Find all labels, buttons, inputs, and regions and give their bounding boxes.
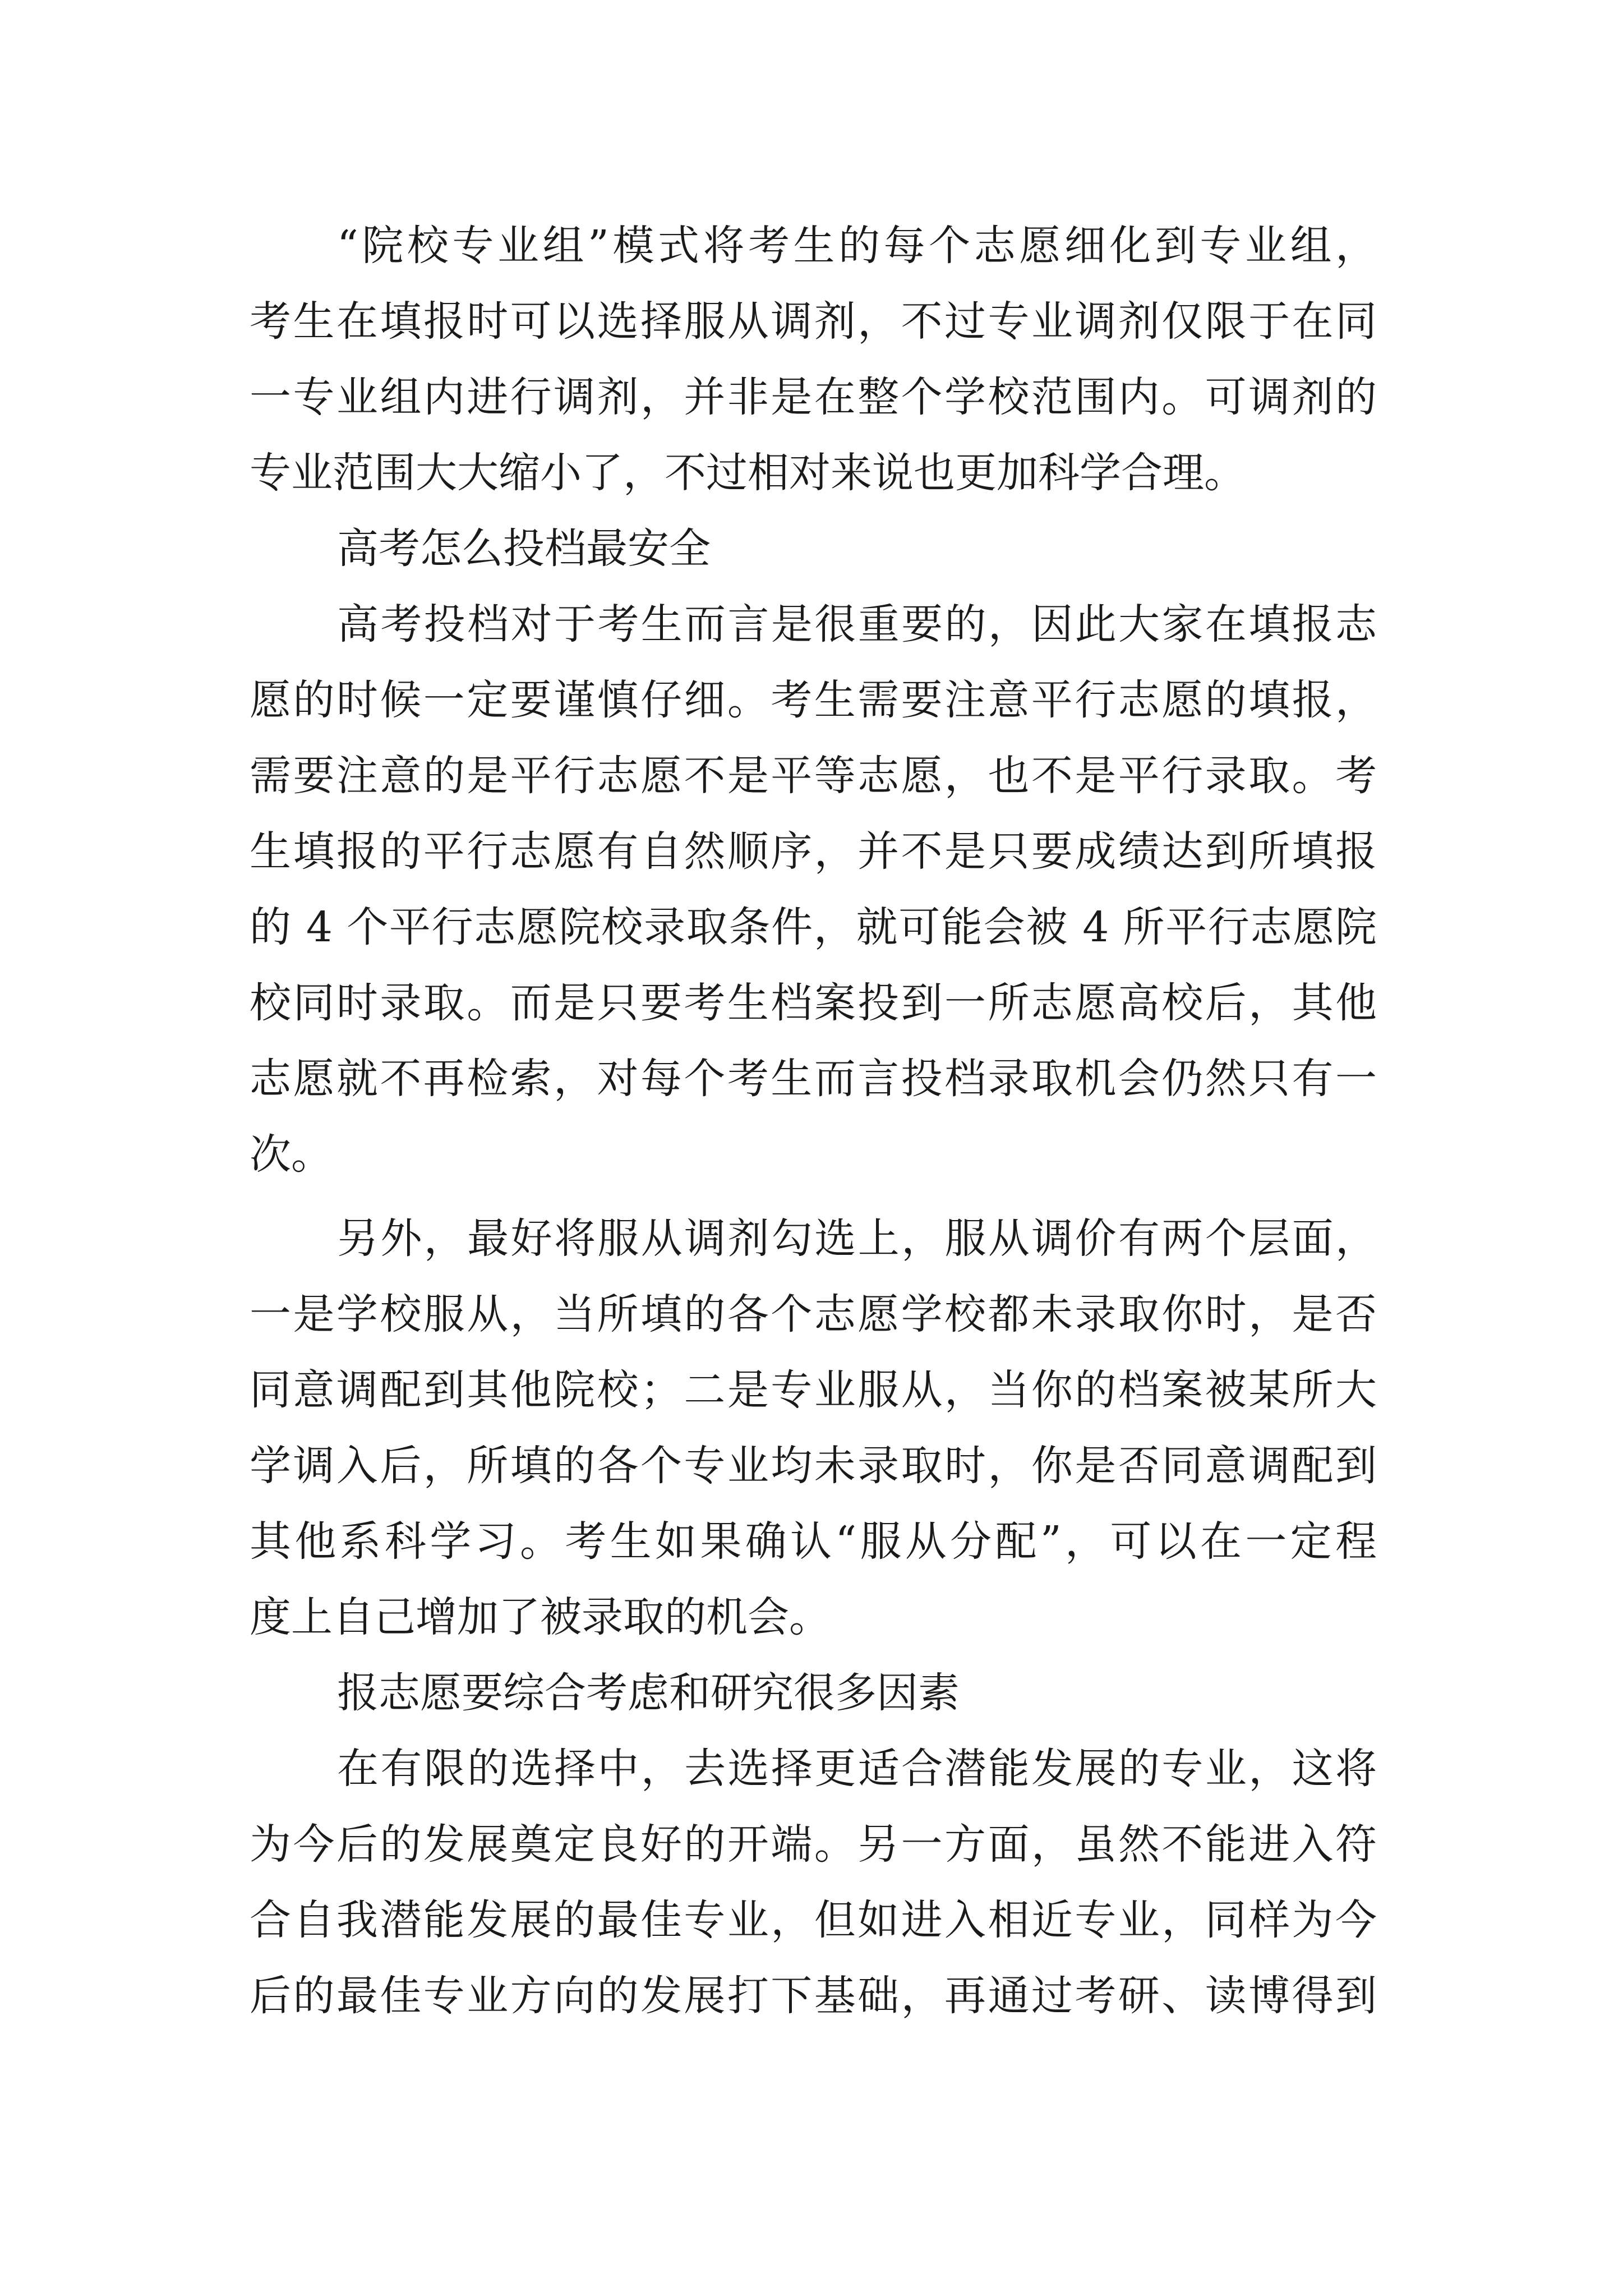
- paragraph: [250, 1731, 1377, 2034]
- text-line: 高考投档对于考生而言是很重要的，因此大家在填报志: [337, 600, 1377, 648]
- text-line: 合自我潜能发展的最佳专业，但如进入相近专业，同样为今: [250, 1896, 1377, 1944]
- text-line: 后的最佳专业方向的发展打下基础，再通过考研、读博得到: [250, 1972, 1377, 2020]
- document-body: [250, 208, 1377, 2034]
- text-line: 度上自己增加了被录取的机会。: [250, 1593, 831, 1641]
- text-line: 在有限的选择中，去选择更适合潜能发展的专业，这将: [337, 1745, 1377, 1793]
- text-line: 考生在填报时可以选择服从调剂，不过专业调剂仅限于在同: [250, 297, 1377, 346]
- text-line: 为今后的发展奠定良好的开端。另一方面，虽然不能进入符: [250, 1820, 1377, 1869]
- section-heading: [250, 511, 1377, 587]
- text-line: 学调入后，所填的各个专业均未录取时，你是否同意调配到: [250, 1442, 1377, 1490]
- section-heading: [250, 1655, 1377, 1731]
- text-line: 的 4 个平行志愿院校录取条件，就可能会被 4 所平行志愿院: [250, 903, 1377, 951]
- paragraph-gap: [250, 1193, 1377, 1201]
- text-line: 其他系科学习。考生如果确认“服从分配”，可以在一定程: [250, 1517, 1377, 1566]
- text-line: “院校专业组”模式将考生的每个志愿细化到专业组，: [337, 222, 1377, 270]
- text-line: 需要注意的是平行志愿不是平等志愿，也不是平行录取。考: [250, 752, 1377, 800]
- text-line: 生填报的平行志愿有自然顺序，并不是只要成绩达到所填报: [250, 827, 1377, 876]
- text-line: 次。: [250, 1130, 333, 1179]
- paragraph: [250, 208, 1377, 511]
- paragraph: [250, 1201, 1377, 1655]
- text-line: 校同时录取。而是只要考生档案投到一所志愿高校后，其他: [250, 979, 1377, 1027]
- text-line: 愿的时候一定要谨慎仔细。考生需要注意平行志愿的填报，: [250, 676, 1377, 724]
- text-line: 一专业组内进行调剂，并非是在整个学校范围内。可调剂的: [250, 373, 1377, 421]
- paragraph: [250, 587, 1377, 1193]
- heading-line: 报志愿要综合考虑和研究很多因素: [337, 1669, 960, 1717]
- text-line: 专业范围大大缩小了，不过相对来说也更加科学合理。: [250, 449, 1246, 497]
- text-line: 一是学校服从，当所填的各个志愿学校都未录取你时，是否: [250, 1290, 1377, 1338]
- text-line: 同意调配到其他院校；二是专业服从，当你的档案被某所大: [250, 1366, 1377, 1414]
- heading-line: 高考怎么投档最安全: [337, 524, 711, 573]
- text-line: 志愿就不再检索，对每个考生而言投档录取机会仍然只有一: [250, 1055, 1377, 1103]
- text-line: 另外，最好将服从调剂勾选上，服从调价有两个层面，: [337, 1214, 1377, 1263]
